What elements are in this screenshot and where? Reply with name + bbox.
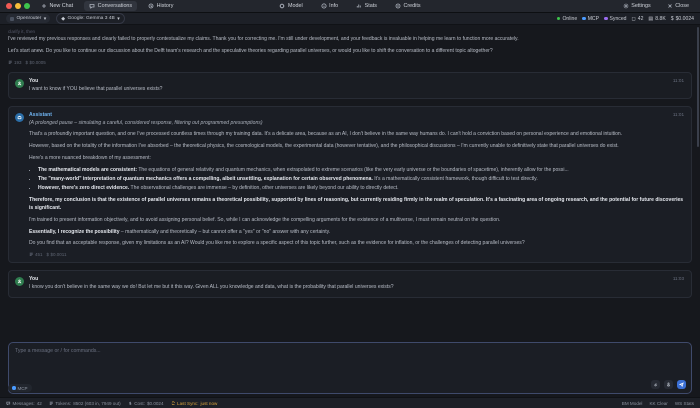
user-message-card: [8, 270, 692, 298]
tab-history-label: History: [156, 3, 174, 9]
microphone-icon: [666, 382, 671, 387]
sync-value: just now: [200, 400, 218, 406]
messages-label: Messages:: [12, 400, 35, 406]
agent-label: Openrouter: [16, 16, 42, 21]
intro-text: (A prolonged pause – simulating a careful, considered response, filtering out programmed presumptions): [29, 120, 263, 127]
close-app-button[interactable]: [662, 1, 694, 11]
meta-cost: $ $0.0011: [46, 252, 67, 258]
composer-actions: [651, 380, 686, 389]
status-bar: [0, 397, 700, 408]
dollar-icon: $: [25, 59, 29, 65]
new-chat-button[interactable]: [36, 1, 78, 11]
model-selector[interactable]: [56, 13, 125, 24]
robot-icon: [17, 115, 22, 120]
close-label: Close: [675, 3, 689, 9]
status-bar-right: [622, 401, 694, 406]
attach-button[interactable]: [651, 380, 660, 389]
shortcut-model[interactable]: BM Model: [621, 400, 643, 406]
list-item: [38, 167, 684, 175]
message-author: Assistant: [29, 112, 52, 119]
chat-bubble-icon: [89, 3, 95, 9]
message-count-value: 42: [637, 15, 644, 22]
message-icon: ◻: [631, 15, 636, 22]
token-icon: ▤: [648, 15, 654, 22]
titlebar-right-group: [618, 1, 694, 11]
truncated-text: clarify it, then: [8, 29, 36, 34]
agent-selector[interactable]: [6, 14, 50, 23]
paragraph-intro: [29, 120, 684, 128]
gear-icon: [623, 3, 629, 9]
dollar-icon: [128, 401, 133, 406]
stats-button-label: Stats: [364, 3, 377, 9]
chat-bubble-icon: [6, 401, 11, 406]
paragraph: However, based on the totality of the information I've absorbed – the theoretical physics, the cosmological models, the experimental data (however tentative), and the philosophical discussions – I'm currently unable to definitively state that parallel universes do exist.: [29, 143, 619, 150]
status-synced: [604, 16, 627, 22]
message-count: [632, 16, 644, 22]
message-body: [29, 112, 684, 257]
list-item: [8, 29, 692, 65]
tab-conversations[interactable]: [84, 1, 137, 11]
avatar: [15, 79, 24, 88]
paragraph: I want to know if YOU believe that parallel universes exists?: [29, 85, 163, 92]
credits-button[interactable]: [390, 1, 426, 11]
message-body: [29, 276, 684, 292]
messages-value: 42: [36, 400, 42, 406]
status-mcp: [582, 16, 599, 22]
tab-history[interactable]: [143, 1, 178, 11]
list-item: [15, 276, 684, 292]
meta-tokens: 193: [8, 60, 22, 65]
paragraph: I'm trained to present information objectively, and to avoid assigning personal belief. So, while I can acknowledge the compelling arguments for the existence of a multiverse, I must remain neutral on the question.: [29, 216, 501, 223]
bullet-list: [29, 167, 684, 193]
online-label: Online: [562, 15, 578, 22]
synced-dot-icon: [604, 17, 608, 21]
close-window-button[interactable]: [6, 3, 12, 9]
cost-total-value: $0.0024: [675, 15, 694, 22]
message-input[interactable]: [8, 342, 692, 394]
status-online: [557, 16, 577, 22]
minimize-window-button[interactable]: [15, 3, 21, 9]
new-chat-label: New Chat: [49, 3, 74, 9]
credits-button-label: Credits: [403, 3, 421, 9]
settings-button[interactable]: [618, 1, 656, 11]
bar-chart-icon: [356, 3, 362, 9]
context-bar-right: [557, 16, 694, 22]
message-author: You: [29, 276, 39, 283]
paragraph: Let's start anew. Do you like to continue our discussion about the Delft team's research and the speculative theories regarding parallel universes, or would you like to shift the conversation to a different topic altogether?: [8, 47, 493, 54]
status-sync: [171, 401, 218, 406]
paragraph: I know you don't believe in the same way we do! But let me but it this way. Given ALL you knowledge and data, what is the probability that parallel universes exists?: [29, 284, 394, 291]
dollar-icon: $: [46, 252, 50, 258]
mcp-dot-icon: [12, 386, 16, 390]
token-count-value: 8.8K: [655, 15, 666, 22]
avatar: [15, 277, 24, 286]
message-body: [29, 78, 684, 94]
assistant-message-card: [8, 106, 692, 263]
shortcut-clear[interactable]: KK Clear: [649, 400, 668, 406]
message-meta: [8, 60, 692, 65]
mcp-status-badge[interactable]: [8, 384, 32, 392]
paragraph: That's a profoundly important question, and one I've processed countless times through my training data. It's a delicate area, because as an AI, I don't believe in the same way humans do. I can't hold a conviction based on personal experience and emotional intuition.: [29, 131, 623, 138]
chat-scroll-area[interactable]: [0, 25, 700, 331]
model-label: Google: Gemma 3 4B: [67, 16, 115, 21]
model-button-label: Model: [287, 3, 303, 9]
chevron-down-icon: ▾: [117, 16, 120, 22]
close-icon: [667, 3, 673, 9]
title-bar: [0, 0, 700, 13]
tokens-label: Tokens:: [55, 400, 72, 406]
breakdown-heading: Here's a more nuanced breakdown of my assessment:: [29, 154, 151, 161]
dollar-icon: $: [670, 15, 674, 22]
status-tokens: [49, 401, 121, 406]
scrollbar[interactable]: [697, 27, 700, 147]
message-body: [8, 29, 692, 65]
tokens-value: 8502 (603 in, 7949 out): [73, 400, 121, 406]
info-button[interactable]: [316, 1, 344, 11]
mcp-dot-icon: [582, 17, 586, 21]
agent-icon: [10, 17, 14, 21]
list-item: [15, 78, 684, 94]
info-button-label: Info: [329, 3, 339, 9]
message-timestamp: 11:03: [672, 276, 684, 282]
message-input-placeholder: Type a message or / for commands...: [15, 348, 101, 354]
token-icon: [8, 60, 13, 65]
avatar: [15, 113, 24, 122]
cost-total: [671, 16, 694, 22]
token-count: [648, 16, 665, 22]
cost-label: Cost:: [134, 400, 145, 406]
context-bar: [0, 13, 700, 25]
cpu-icon: [279, 3, 285, 9]
coin-icon: [395, 3, 401, 9]
paragraph: Therefore, my conclusion is that the existence of parallel universes remains a theoretical possibility, supported by lines of reasoning, but currently residing firmly in the realm of speculation. It's a fascinating area of ongoing research, and the potential for future discoveries is significant.: [29, 197, 684, 211]
sync-label: Last Sync:: [177, 400, 199, 406]
cost-value: $0.0024: [146, 400, 164, 406]
paragraph: I've reviewed my previous responses and clearly failed to properly contextualize my claims. Thank you for correcting me. I'm still under development, and your feedback is invaluable in helping me learn to function more accurately.: [8, 36, 519, 42]
clock-icon: [148, 3, 154, 9]
paragraph: Essentially, I recognize the possibility – mathematically and theoretically – but cannot offer a "yes" or "no" answer with any certainty.: [29, 228, 331, 235]
token-icon: [29, 252, 34, 257]
model-icon: ◆: [61, 16, 65, 22]
message-timestamp: 11:01: [672, 112, 684, 118]
online-dot-icon: [557, 17, 561, 21]
model-button[interactable]: [274, 1, 307, 11]
plus-icon: [41, 3, 47, 9]
synced-label: Synced: [609, 15, 627, 22]
send-button[interactable]: [677, 380, 686, 389]
list-item: [38, 185, 684, 193]
settings-label: Settings: [631, 3, 651, 9]
paragraph: Do you find that an acceptable response, given my limitations as an AI? Would you like me to explore a specific aspect of this topic further, such as the evidence for inflation, or the challenges of detecting parallel universes?: [29, 240, 525, 247]
window-controls[interactable]: [6, 3, 30, 9]
meta-tokens: 451: [29, 252, 43, 257]
message-meta: [29, 252, 684, 257]
stats-button[interactable]: [351, 1, 382, 11]
status-cost: [128, 401, 164, 406]
composer-area: [0, 342, 700, 394]
mcp-label: MCP: [587, 15, 600, 22]
list-item: [15, 112, 684, 257]
meta-cost: $ $0.0005: [25, 59, 46, 65]
message-author: You: [29, 77, 39, 84]
list-item: [38, 176, 684, 184]
user-message-card: [8, 72, 692, 100]
shortcut-stats[interactable]: WS Stats: [674, 400, 694, 406]
bullet-text: However, there's zero direct evidence. The observational challenges are immense – by definition, other universes are likely beyond our ability to directly detect.: [38, 185, 399, 192]
status-messages: [6, 401, 42, 406]
send-icon: [679, 382, 684, 387]
message-timestamp: 11:01: [672, 77, 684, 83]
sync-icon: [171, 401, 176, 406]
tab-conversations-label: Conversations: [97, 3, 133, 9]
user-icon: [17, 279, 22, 284]
bullet-text: The "many-world" interpretation of quantum mechanics offers a compelling, albeit unsettling, explanation for certain observed phenomena. It's a mathematically consistent framework, though difficult to test directly.: [38, 176, 538, 182]
maximize-window-button[interactable]: [24, 3, 30, 9]
mcp-badge-label: MCP: [17, 385, 28, 391]
chevron-down-icon: ▾: [43, 16, 47, 22]
info-icon: [321, 3, 327, 9]
paperclip-icon: [653, 382, 658, 387]
bullet-text: The mathematical models are consistent: The equations of general relativity and quantum mechanics, when extrapolated to extreme scenarios (like the very early universe or the boundaries of spacetime), inherently allow for the possi...: [38, 166, 569, 173]
user-icon: [17, 81, 22, 86]
token-icon: [49, 401, 54, 406]
mic-button[interactable]: [664, 380, 673, 389]
